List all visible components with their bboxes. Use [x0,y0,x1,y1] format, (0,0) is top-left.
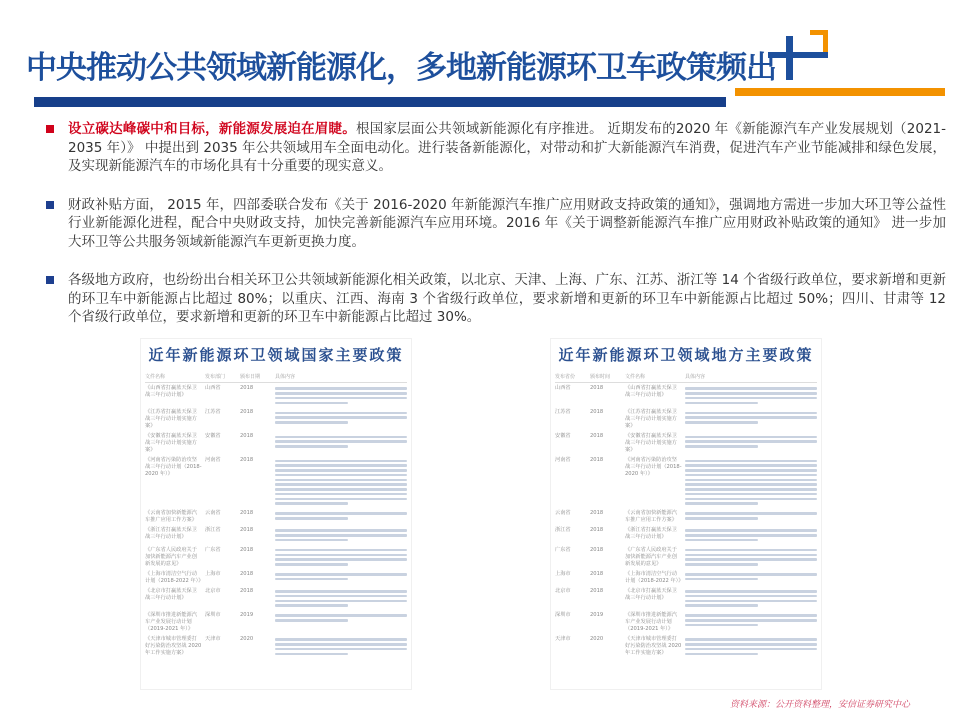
bullet-text: 财政补贴方面， 2015 年，四部委联合发布《关于 2016-2020 年新能源汽车推广应用财政支持政策的通知》，强调地方需进一步加大环卫等公益性行业新能源化进程，配合中央财政支持，加快完善新能源汽车应用环境。2016 年《关于调整新能源汽车推广应用财政补贴政策的通知》 进一步加大环卫等公共服务领域新能源汽车更新更换力度。 [68,196,946,250]
department-cell: 安徽省 [555,433,571,440]
department-cell: 云南省 [205,510,221,516]
department-cell: 广东省 [205,546,221,553]
date-cell: 2018 [590,587,604,594]
column-header: 文件名称 [145,374,166,380]
content-cell [275,409,407,430]
date-cell: 2018 [590,457,604,464]
content-text-line [275,517,348,520]
department-cell: 北京市 [555,587,571,594]
content-text-line [685,512,817,515]
file-name-cell: 《上海市清洁空气行动计划（2018-2022 年）》 [145,570,204,584]
table-row [145,547,407,568]
content-text-line [275,498,407,501]
content-text-line [275,529,407,532]
table-row [145,588,407,609]
department-cell: 北京市 [205,587,221,594]
content-text-line [685,493,817,496]
content-text-line [685,488,817,491]
column-header: 颁布日期 [240,374,261,380]
content-text-line [685,558,817,561]
content-text-line [275,440,407,443]
file-name-cell: 《山西省打赢蓝天保卫战三年行动计划》 [145,385,197,398]
date-cell: 2018 [590,385,604,391]
date-cell: 2018 [240,433,254,440]
file-name-cell: 《山西省打赢蓝天保卫战三年行动计划》 [625,385,677,398]
table-row [145,571,407,585]
content-cell [685,409,817,430]
file-name-cell: 《广东省人民政府关于加快新能源汽车产业创新发展的意见》 [145,546,197,567]
table-row [145,457,407,507]
table-header [145,373,407,383]
department-cell: 安徽省 [205,433,221,440]
content-cell [685,433,817,454]
file-name-cell: 《深圳市推进新能源汽车产业发展行动计划（2019-2021 年）》 [625,612,677,632]
department-cell: 上海市 [205,570,221,577]
content-cell [275,510,407,524]
content-text-line [275,653,348,656]
file-name-cell: 《浙江省打赢蓝天保卫战三年行动计划》 [625,527,677,540]
content-text-line [685,502,758,505]
content-text-line [685,402,758,405]
date-cell: 2018 [590,510,604,516]
content-cell [275,385,407,406]
content-text-line [275,392,407,395]
content-cell [275,547,407,568]
content-text-line [685,643,817,646]
table-row [555,571,817,585]
content-text-line [275,549,407,552]
logo-orange-corner [810,30,828,54]
date-cell: 2019 [590,612,604,618]
content-text-line [275,460,407,463]
content-text-line [275,539,348,542]
content-text-line [275,534,407,537]
table-row [145,510,407,524]
content-text-line [275,479,407,482]
logo-orange-bar [735,88,945,96]
content-text-line [275,512,407,515]
file-name-cell: 《安徽省打赢蓝天保卫战三年行动计划实施方案》 [625,433,677,454]
content-text-line [685,549,817,552]
square-bullet-icon [46,125,54,133]
content-text-line [275,614,407,617]
bullet-item [46,120,946,176]
square-bullet-icon [46,276,54,284]
table-row [145,636,407,657]
date-cell: 2020 [240,636,254,642]
date-cell: 2018 [240,510,254,516]
column-header: 具体内容 [685,374,706,380]
bullet-text: 各级地方政府，也纷纷出台相关环卫公共领域新能源化相关政策，以北京、天津、上海、广东、江苏、浙江等 14 个省级行政单位，要求新增和更新的环卫车中新能源占比超过 80%；以重庆、江西、海南 3 个省级行政单位，要求新增和更新的环卫车中新能源占比超过 50%；四川、甘肃等 12 个省级行政单位，要求新增和更新的环卫车中新能源占比超过 30%。 [68,272,946,325]
file-name-cell: 《北京市打赢蓝天保卫战三年行动计划》 [145,587,197,601]
content-cell [685,588,817,609]
date-cell: 2018 [590,570,604,577]
bullet-list [46,120,946,347]
file-name-cell: 《河南省污染防治攻坚战三年行动计划（2018-2020 年）》 [625,457,682,478]
content-cell [685,612,817,633]
content-text-line [275,387,407,390]
content-text-line [275,578,348,581]
content-text-line [685,421,758,424]
file-name-cell: 《广东省人民政府关于加快新能源汽车产业创新发展的意见》 [625,546,677,567]
date-cell: 2020 [590,636,604,642]
table-row [555,409,817,430]
content-text-line [275,590,407,593]
date-cell: 2018 [240,457,254,464]
content-text-line [685,573,817,576]
table-row [555,612,817,633]
content-cell [685,510,817,524]
department-cell: 广东省 [555,546,571,553]
content-text-line [685,604,758,607]
department-cell: 深圳市 [555,612,571,618]
content-text-line [275,595,407,598]
table-row [145,385,407,406]
content-text-line [685,619,817,622]
content-cell [685,457,817,507]
bullet-item [46,271,946,327]
content-cell [275,527,407,544]
content-text-line [685,590,817,593]
table-title: 近年新能源环卫领域地方主要政策 [558,346,814,364]
file-name-cell: 《天津市城市管理委打好污染防治攻坚战 2020 年工作实施方案》 [145,636,202,656]
content-text-line [275,558,407,561]
table-row [555,636,817,657]
department-cell: 上海市 [555,570,571,577]
content-text-line [685,529,817,532]
content-text-line [275,493,407,496]
table-row [555,510,817,524]
date-cell: 2018 [590,433,604,440]
department-cell: 云南省 [555,510,571,516]
content-text-line [275,421,348,424]
column-header: 发布部门 [205,374,226,380]
logo-blue-mark [768,52,828,58]
department-cell: 山西省 [205,385,221,391]
date-cell: 2018 [590,527,604,533]
title-underline-bar [34,97,726,107]
table-row [555,457,817,507]
date-cell: 2018 [590,409,604,416]
content-text-line [275,563,348,566]
file-name-cell: 《天津市城市管理委打好污染防治攻坚战 2020 年工作实施方案》 [625,636,682,656]
content-text-line [685,416,817,419]
file-name-cell: 《安徽省打赢蓝天保卫战三年行动计划实施方案》 [145,433,197,454]
department-cell: 河南省 [205,457,221,464]
content-text-line [685,517,758,520]
content-cell [275,457,407,507]
department-cell: 天津市 [555,636,571,642]
file-name-cell: 《深圳市推进新能源汽车产业发展行动计划（2019-2021 年）》 [145,612,197,632]
content-text-line [685,479,817,482]
file-name-cell: 《上海市清洁空气行动计划（2018-2022 年）》 [625,570,684,584]
bullet-text: 根国家层面公共领域新能源化有序推进。 近期发布的2020 年《新能源汽车产业发展规划（2021-2035 年）》 中提出到 2035 年公共领域用车全面电动化。进行装备新能源化，对带动和扩大新能源汽车消费，促进汽车产业节能减排和绿色发展，及实现新能源汽车的市场化具有十分重要的现实意义。 [68,121,947,174]
content-text-line [685,578,758,581]
content-cell [685,547,817,568]
content-text-line [275,445,348,448]
content-text-line [275,638,407,641]
content-text-line [685,534,817,537]
content-text-line [685,653,758,656]
content-text-line [685,638,817,641]
bullet-item [46,196,946,252]
department-cell: 浙江省 [555,527,571,533]
table-row [145,433,407,454]
content-text-line [685,464,817,467]
date-cell: 2018 [240,527,254,533]
column-header: 文件名称 [625,374,646,380]
department-cell: 山西省 [555,385,571,391]
column-header: 具体内容 [275,374,296,380]
content-text-line [685,397,817,400]
table-row [555,385,817,406]
department-cell: 天津市 [205,636,221,642]
content-text-line [275,483,407,486]
content-text-line [275,554,407,557]
content-text-line [275,469,407,472]
column-header: 颁布时间 [590,374,611,380]
file-name-cell: 《北京市打赢蓝天保卫战三年行动计划》 [625,587,677,601]
file-name-cell: 《浙江省打赢蓝天保卫战三年行动计划》 [145,527,197,540]
content-text-line [685,387,817,390]
national-policy-table [140,338,412,690]
content-text-line [685,483,817,486]
content-text-line [685,539,758,542]
content-cell [275,612,407,633]
date-cell: 2018 [240,385,254,391]
content-text-line [275,600,407,603]
content-text-line [275,502,348,505]
content-text-line [275,643,407,646]
content-text-line [685,445,758,448]
date-cell: 2018 [240,546,254,553]
content-text-line [275,397,407,400]
content-text-line [685,392,817,395]
date-cell: 2018 [240,409,254,416]
content-text-line [685,563,758,566]
logo-blue-mark [786,36,793,80]
content-text-line [685,614,817,617]
content-text-line [275,648,407,651]
content-cell [685,385,817,406]
content-text-line [685,600,817,603]
content-text-line [275,412,407,415]
content-text-line [275,436,407,439]
content-text-line [685,648,817,651]
content-text-line [685,440,817,443]
content-text-line [685,498,817,501]
department-cell: 浙江省 [205,527,221,533]
content-text-line [275,604,348,607]
content-text-line [685,412,817,415]
file-name-cell: 《云南省加快新能源汽车推广应用工作方案》 [145,510,197,523]
department-cell: 深圳市 [205,612,221,618]
square-bullet-icon [46,201,54,209]
table-row [145,527,407,544]
content-text-line [275,416,407,419]
date-cell: 2019 [240,612,254,618]
bullet-highlight: 设立碳达峰碳中和目标，新能源发展迫在眉睫。 [68,121,356,137]
source-note: 资料来源：公开资料整理，安信证券研究中心 [730,700,911,710]
content-text-line [275,474,407,477]
table-row [555,433,817,454]
column-header: 发布省份 [555,374,576,380]
table-row [555,588,817,609]
content-text-line [685,554,817,557]
table-header [555,373,817,383]
content-cell [275,571,407,585]
content-cell [275,588,407,609]
table-row [145,409,407,430]
content-text-line [685,460,817,463]
department-cell: 江苏省 [205,409,221,416]
date-cell: 2018 [240,570,254,577]
content-cell [685,636,817,657]
table-row [555,547,817,568]
file-name-cell: 《江苏省打赢蓝天保卫战三年行动计划实施方案》 [145,409,197,430]
table-row [145,612,407,633]
date-cell: 2018 [240,587,254,594]
date-cell: 2018 [590,546,604,553]
table-title: 近年新能源环卫领域国家主要政策 [148,346,404,364]
content-cell [275,433,407,454]
content-text-line [685,469,817,472]
file-name-cell: 《河南省污染防治攻坚战三年行动计划（2018-2020 年）》 [145,457,202,478]
department-cell: 河南省 [555,457,571,464]
content-cell [275,636,407,657]
content-cell [685,571,817,585]
content-text-line [275,402,348,405]
local-policy-table [550,338,822,690]
file-name-cell: 《江苏省打赢蓝天保卫战三年行动计划实施方案》 [625,409,677,430]
content-text-line [275,619,348,622]
page-title: 中央推动公共领域新能源化，多地新能源环卫车政策频出 [26,50,776,86]
content-cell [685,527,817,544]
content-text-line [685,436,817,439]
content-text-line [275,464,407,467]
content-text-line [275,488,407,491]
content-text-line [685,624,758,627]
table-row [555,527,817,544]
content-text-line [275,573,407,576]
content-text-line [685,595,817,598]
table-body [145,385,407,657]
file-name-cell: 《云南省加快新能源汽车推广应用工作方案》 [625,510,677,523]
table-body [555,385,817,657]
department-cell: 江苏省 [555,409,571,416]
content-text-line [685,474,817,477]
